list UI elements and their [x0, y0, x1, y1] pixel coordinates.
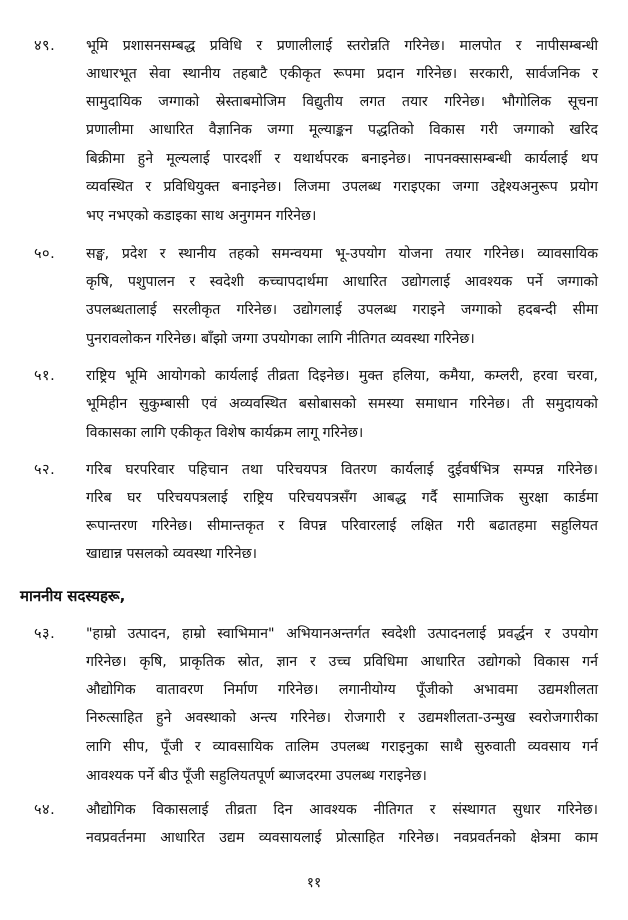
text-line: भए नभएको कडाइका साथ अनुगमन गरिनेछ। [86, 208, 317, 224]
text-line: सङ्घ, प्रदेश र स्थानीय तहको समन्वयमा भू-उपयोग योजना तयार गरिनेछ। व्यावसायिक [86, 246, 598, 262]
text-line: औद्योगिक विकासलाई तीव्रता दिन आवश्यक नीतिगत र संस्थागत सुधार गरिनेछ। [86, 802, 598, 818]
text-line: व्यवस्थित र प्रविधियुक्त बनाइनेछ। लिजमा उपलब्ध गराइएका जग्गा उद्देश्यअनुरूप प्रयोग [86, 179, 598, 195]
paragraph-number: ५३. [34, 626, 56, 642]
text-line: कृषि, पशुपालन र स्वदेशी कच्चापदार्थमा आधारित उद्योगलाई आवश्यक पर्ने जग्गाको [86, 274, 598, 290]
text-line: भूमि प्रशासनसम्बद्ध प्रविधि र प्रणालीलाई स्तरोन्नति गरिनेछ। मालपोत र नापीसम्बन्धी [86, 38, 598, 54]
text-line: सामुदायिक जग्गाको स्रेस्ताबमोजिम विद्युतीय लगत तयार गरिनेछ। भौगोलिक सूचना [86, 94, 598, 110]
text-line: प्रणालीमा आधारित वैज्ञानिक जग्गा मूल्याङ्कन पद्धतिको विकास गरी जग्गाको खरिद [86, 122, 598, 138]
text-line: भूमिहीन सुकुम्बासी एवं अव्यवस्थित बसोबासको समस्या समाधान गरिनेछ। ती समुदायको [86, 396, 598, 412]
paragraph-number: ५२. [34, 462, 56, 478]
text-line: निरुत्साहित हुने अवस्थाको अन्त्य गरिनेछ। रोजगारी र उद्यमशीलता-उन्मुख स्वरोजगारीका [86, 710, 598, 726]
text-line: औद्योगिक वातावरण निर्माण गरिनेछ। लगानीयोग्य पूँजीको अभावमा उद्यमशीलता [86, 682, 598, 698]
page-number: ११ [306, 875, 322, 891]
text-line: आवश्यक पर्ने बीउ पूँजी सहुलियतपूर्ण ब्याजदरमा उपलब्ध गराइनेछ। [86, 768, 427, 784]
paragraph-number: ५१. [34, 368, 56, 384]
text-line: रूपान्तरण गरिनेछ। सीमान्तकृत र विपन्न परिवारलाई लक्षित गरी बढातहमा सहुलियत [86, 518, 598, 534]
paragraph-number: ५४. [34, 802, 56, 818]
section-heading: माननीय सदस्यहरू, [20, 587, 126, 605]
text-line: गरिनेछ। कृषि, प्राकृतिक स्रोत, ज्ञान र उच्च प्रविधिमा आधारित उद्योगको विकास गर्न [86, 654, 598, 670]
text-line: लागि सीप, पूँजी र व्यावसायिक तालिम उपलब्ध गराइनुका साथै सुरुवाती व्यवसाय गर्न [86, 739, 598, 755]
text-line: राष्ट्रिय भूमि आयोगको कार्यलाई तीव्रता दिइनेछ। मुक्त हलिया, कमैया, कम्लरी, हरवा चरवा, [86, 368, 598, 384]
paragraph-number: ४९. [34, 38, 56, 54]
text-line: गरिब घरपरिवार पहिचान तथा परिचयपत्र वितरण कार्यलाई दुईवर्षभित्र सम्पन्न गरिनेछ। [86, 462, 598, 478]
text-line: गरिब घर परिचयपत्रलाई राष्ट्रिय परिचयपत्रसँग आबद्ध गर्दै सामाजिक सुरक्षा कार्डमा [86, 490, 598, 506]
text-line: नवप्रवर्तनमा आधारित उद्यम व्यवसायलाई प्रोत्साहित गरिनेछ। नवप्रवर्तनको क्षेत्रमा काम [86, 830, 598, 846]
paragraph-number: ५०. [34, 246, 56, 262]
text-line: पुनरावलोकन गरिनेछ। बाँझो जग्गा उपयोगका लागि नीतिगत व्यवस्था गरिनेछ। [86, 331, 475, 347]
text-line: "हाम्रो उत्पादन, हाम्रो स्वाभिमान" अभियानअन्तर्गत स्वदेशी उत्पादनलाई प्रवर्द्धन र उपयोग [86, 626, 598, 642]
text-line: विकासका लागि एकीकृत विशेष कार्यक्रम लागू गरिनेछ। [86, 425, 364, 441]
text-line: खाद्यान्न पसलको व्यवस्था गरिनेछ। [86, 546, 257, 562]
text-line: बिक्रीमा हुने मूल्यलाई पारदर्शी र यथार्थपरक बनाइनेछ। नापनक्सासम्बन्धी कार्यलाई थप [86, 151, 598, 167]
text-line: आधारभूत सेवा स्थानीय तहबाटै एकीकृत रूपमा प्रदान गरिनेछ। सरकारी, सार्वजनिक र [86, 66, 598, 82]
text-line: उपलब्धतालाई सरलीकृत गरिनेछ। उद्योगलाई उपलब्ध गराइने जग्गाको हदबन्दी सीमा [86, 302, 598, 318]
